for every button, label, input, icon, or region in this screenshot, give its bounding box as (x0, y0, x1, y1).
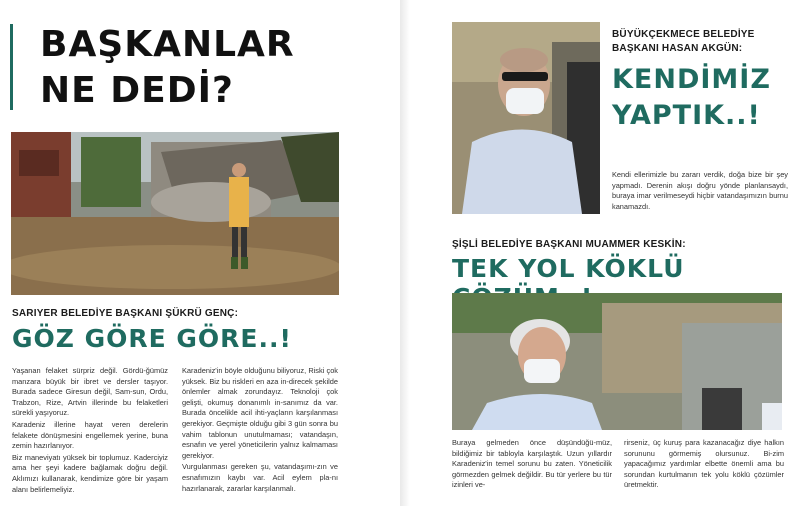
buyukcekmece-headline-line2: YAPTIK..! (612, 100, 761, 131)
sariyer-paragraph: Karadeniz'in böyle olduğunu biliyoruz, Riski çok yüksek. Biz bu riskleri en aza in-direcek şekilde önlemler almak zorundayız. Teknoloji çok gelişti, okumuş donanımlı in-sanımız da var. Burada öncelikle acil ihti-yaçların karşılanması gerekiyor. Geçmişte olduğu gibi 3 gün sonra bu vahim tablonun unutulmaması; vatandaşın, esnafın ve yerel yöneticilerin yalnız kalmaması gerekiyor. (182, 366, 338, 460)
flood-site-photo (11, 132, 339, 295)
keskin-portrait-photo (452, 293, 782, 430)
akgun-portrait-photo (452, 22, 600, 214)
sariyer-paragraph: Biz maneviyatı yüksek bir toplumuz. Kaderciyiz ama her şeyi kadere bağlamak doğru değil. Aklımızı kullanarak, kendimize göre bir yaşam alanı belirlemeliyiz. (12, 452, 168, 494)
sariyer-paragraph: Karadeniz illerine hayat veren derelerin felakete dönüşmesini engellemek yerine, buna zemin hazırlanıyor. (12, 419, 168, 451)
sariyer-kicker: SARIYER BELEDİYE BAŞKANI ŞÜKRÜ GENÇ: (12, 308, 239, 319)
sariyer-paragraph: Vurgulanması gereken şu, vatandaşımı-zın ve esnafımızın kaybı var. Acil eylem pla-nı hazırlanarak, zararlar karşılanmalı. (182, 462, 338, 493)
buyukcekmece-kicker: BÜYÜKÇEKMECE BELEDİYE BAŞKANI HASAN AKGÜN: (612, 29, 755, 54)
page-title (40, 22, 380, 114)
title-accent-bar (10, 24, 13, 110)
sariyer-headline: GÖZ GÖRE GÖRE..! (12, 324, 292, 353)
buyukcekmece-body: Kendi ellerimizle bu zararı verdik, doğa bize bir şey yapmadı. Derenin akışı doğru yönde planlansaydı, buraya imar verilmeseydi hiçbir vatandaşımızın burnu kanamazdı. (612, 170, 788, 211)
sariyer-paragraph: Yaşanan felaket sürpriz değil. Gördü-ğümüz manzara büyük bir ibret ve dersler taşıyor. Burada sadece Giresun değil, Sam-sun, Ordu, Trabzon, Rize, Artvin illerinde bu felaketleri sürekli yaşıyoruz. (12, 366, 168, 418)
buyukcekmece-headline (612, 62, 792, 134)
sisli-kicker: ŞİŞLİ BELEDİYE BAŞKANI MUAMMER KESKİN: (452, 239, 686, 250)
sisli-headline: TEK YOL KÖKLÜ (452, 254, 685, 283)
page-gutter (400, 0, 410, 506)
sisli-column-2: rirseniz, üç kuruş para kazanacağız diye halkın sorununu görmemiş olursunuz. Bi-zim yapacağımız yardımlar elbette önemli ama bu sorundan kurtulmanın tek yolu köklü çözümler üretmektir. (624, 438, 784, 490)
sisli-column-1: Buraya gelmeden önce düşündüğü-müz, bildiğimiz bir tabloyla karşılaştık. Uzun yıllardır Karadeniz'in temel sorunu bu zaten. Yöneticilik görmezden gelmek değildir. Bu tür yerlere bu tür izinleri ve- (452, 438, 612, 490)
page-title-line2: NE DEDİ? (40, 70, 234, 111)
page-title-line1: BAŞKANLAR (40, 24, 295, 65)
buyukcekmece-headline-line1: KENDİMİZ (612, 64, 771, 95)
sariyer-column-2 (182, 366, 338, 495)
sariyer-column-1 (12, 366, 168, 496)
